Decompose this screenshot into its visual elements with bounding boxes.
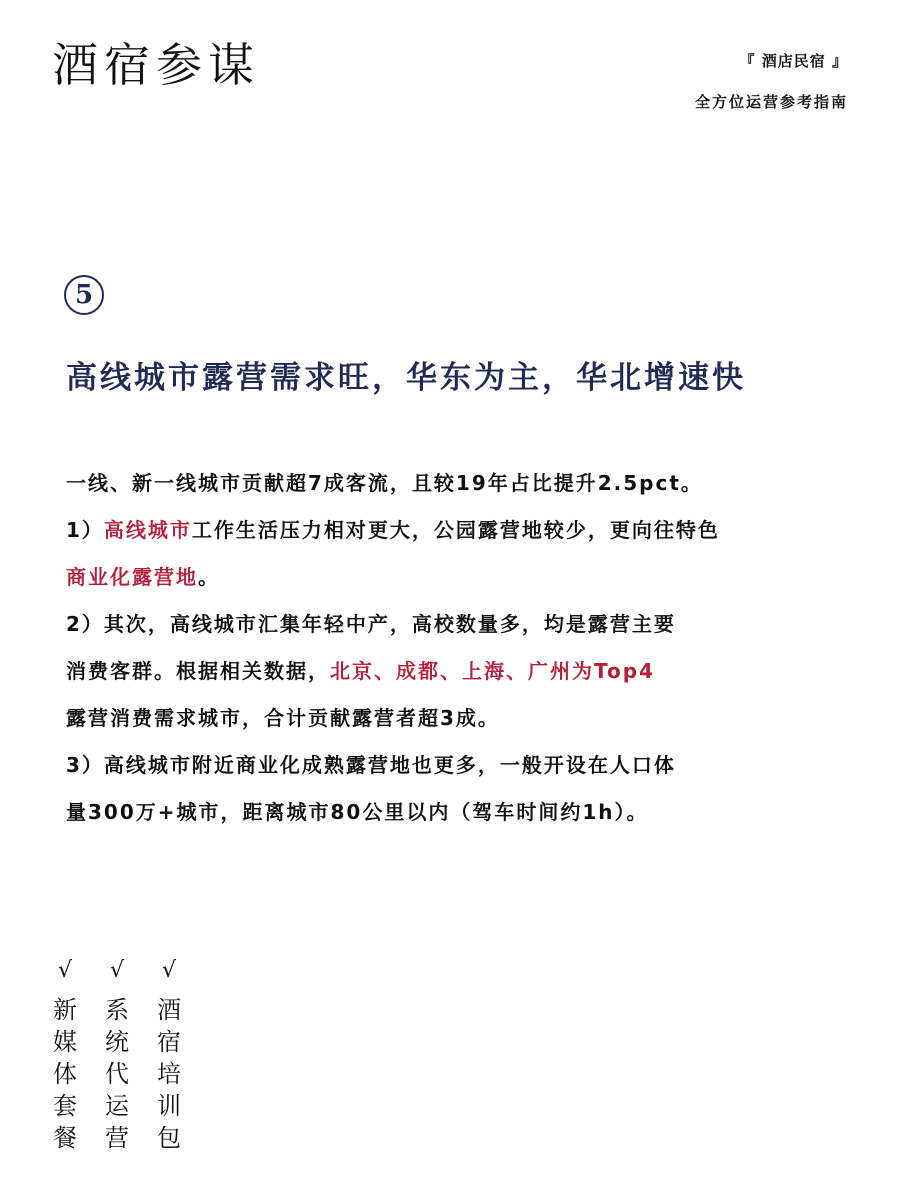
point-3-line-1: [66, 742, 881, 789]
tagline: [695, 50, 848, 112]
point-1-text: 工作生活压力相对更大，公园露营地较少，更向往特色: [191, 518, 720, 542]
service-char: 体: [53, 1060, 77, 1088]
point-3-line-2: [66, 789, 881, 836]
point-2-text-3: 露营消费需求城市，合计贡献露营者超3成。: [66, 706, 500, 730]
service-char: 媒: [53, 1028, 77, 1056]
service-char: 新: [53, 996, 77, 1024]
intro-text: 一线、新一线城市贡献超7成客流，且较19年占比提升2.5pct。: [66, 471, 703, 495]
service-char: 代: [105, 1060, 129, 1088]
point-2-line-2: [66, 648, 881, 695]
point-2-text-2: 消费客群。根据相关数据，: [66, 659, 330, 683]
article-body: [66, 460, 881, 836]
service-char: 宿: [157, 1028, 181, 1056]
point-1-line-2-highlight: 商业化露营地: [66, 565, 198, 589]
section-number: 5: [74, 280, 94, 310]
service-operations: [104, 960, 130, 1154]
service-char: 系: [105, 996, 129, 1024]
point-2-highlight: 北京、成都、上海、广州为Top4: [330, 659, 655, 683]
point-3-text-2: 量300万+城市，距离城市80公里以内（驾车时间约1h）。: [66, 800, 649, 824]
tagline-category: 『 酒店民宿 』: [739, 52, 848, 70]
intro-line: [66, 460, 881, 507]
point-1-highlight: 高线城市: [103, 518, 192, 542]
service-list: [52, 960, 182, 1154]
service-char: 包: [157, 1124, 181, 1152]
service-char: 训: [157, 1092, 181, 1120]
point-1-line-1: [66, 507, 881, 554]
service-char: 运: [105, 1092, 129, 1120]
point-1-prefix: 1）: [66, 518, 104, 542]
point-2-line-3: [66, 695, 881, 742]
point-2-line-1: [66, 601, 881, 648]
check-icon: √: [109, 958, 125, 983]
service-char: 套: [53, 1092, 77, 1120]
service-char: 餐: [53, 1124, 77, 1152]
tagline-subtitle: 全方位运营参考指南: [694, 93, 848, 111]
check-icon: √: [57, 958, 73, 983]
service-char: 统: [105, 1028, 129, 1056]
point-1-line-2-end: 。: [198, 565, 220, 589]
point-3-text-1: 3）高线城市附近商业化成熟露营地也更多，一般开设在人口体: [66, 753, 676, 777]
point-1-line-2: [66, 554, 881, 601]
service-char: 培: [157, 1060, 181, 1088]
service-new-media: [52, 960, 78, 1154]
point-2-text-1: 2）其次，高线城市汇集年轻中产，高校数量多，均是露营主要: [66, 612, 676, 636]
service-char: 酒: [157, 996, 181, 1024]
section-number-badge: [64, 275, 104, 315]
service-training: [156, 960, 182, 1154]
brand-logo: 酒宿参谋: [52, 38, 260, 92]
check-icon: √: [161, 958, 177, 983]
service-char: 营: [105, 1124, 129, 1152]
section-title: 高线城市露营需求旺，华东为主，华北增速快: [66, 360, 746, 396]
